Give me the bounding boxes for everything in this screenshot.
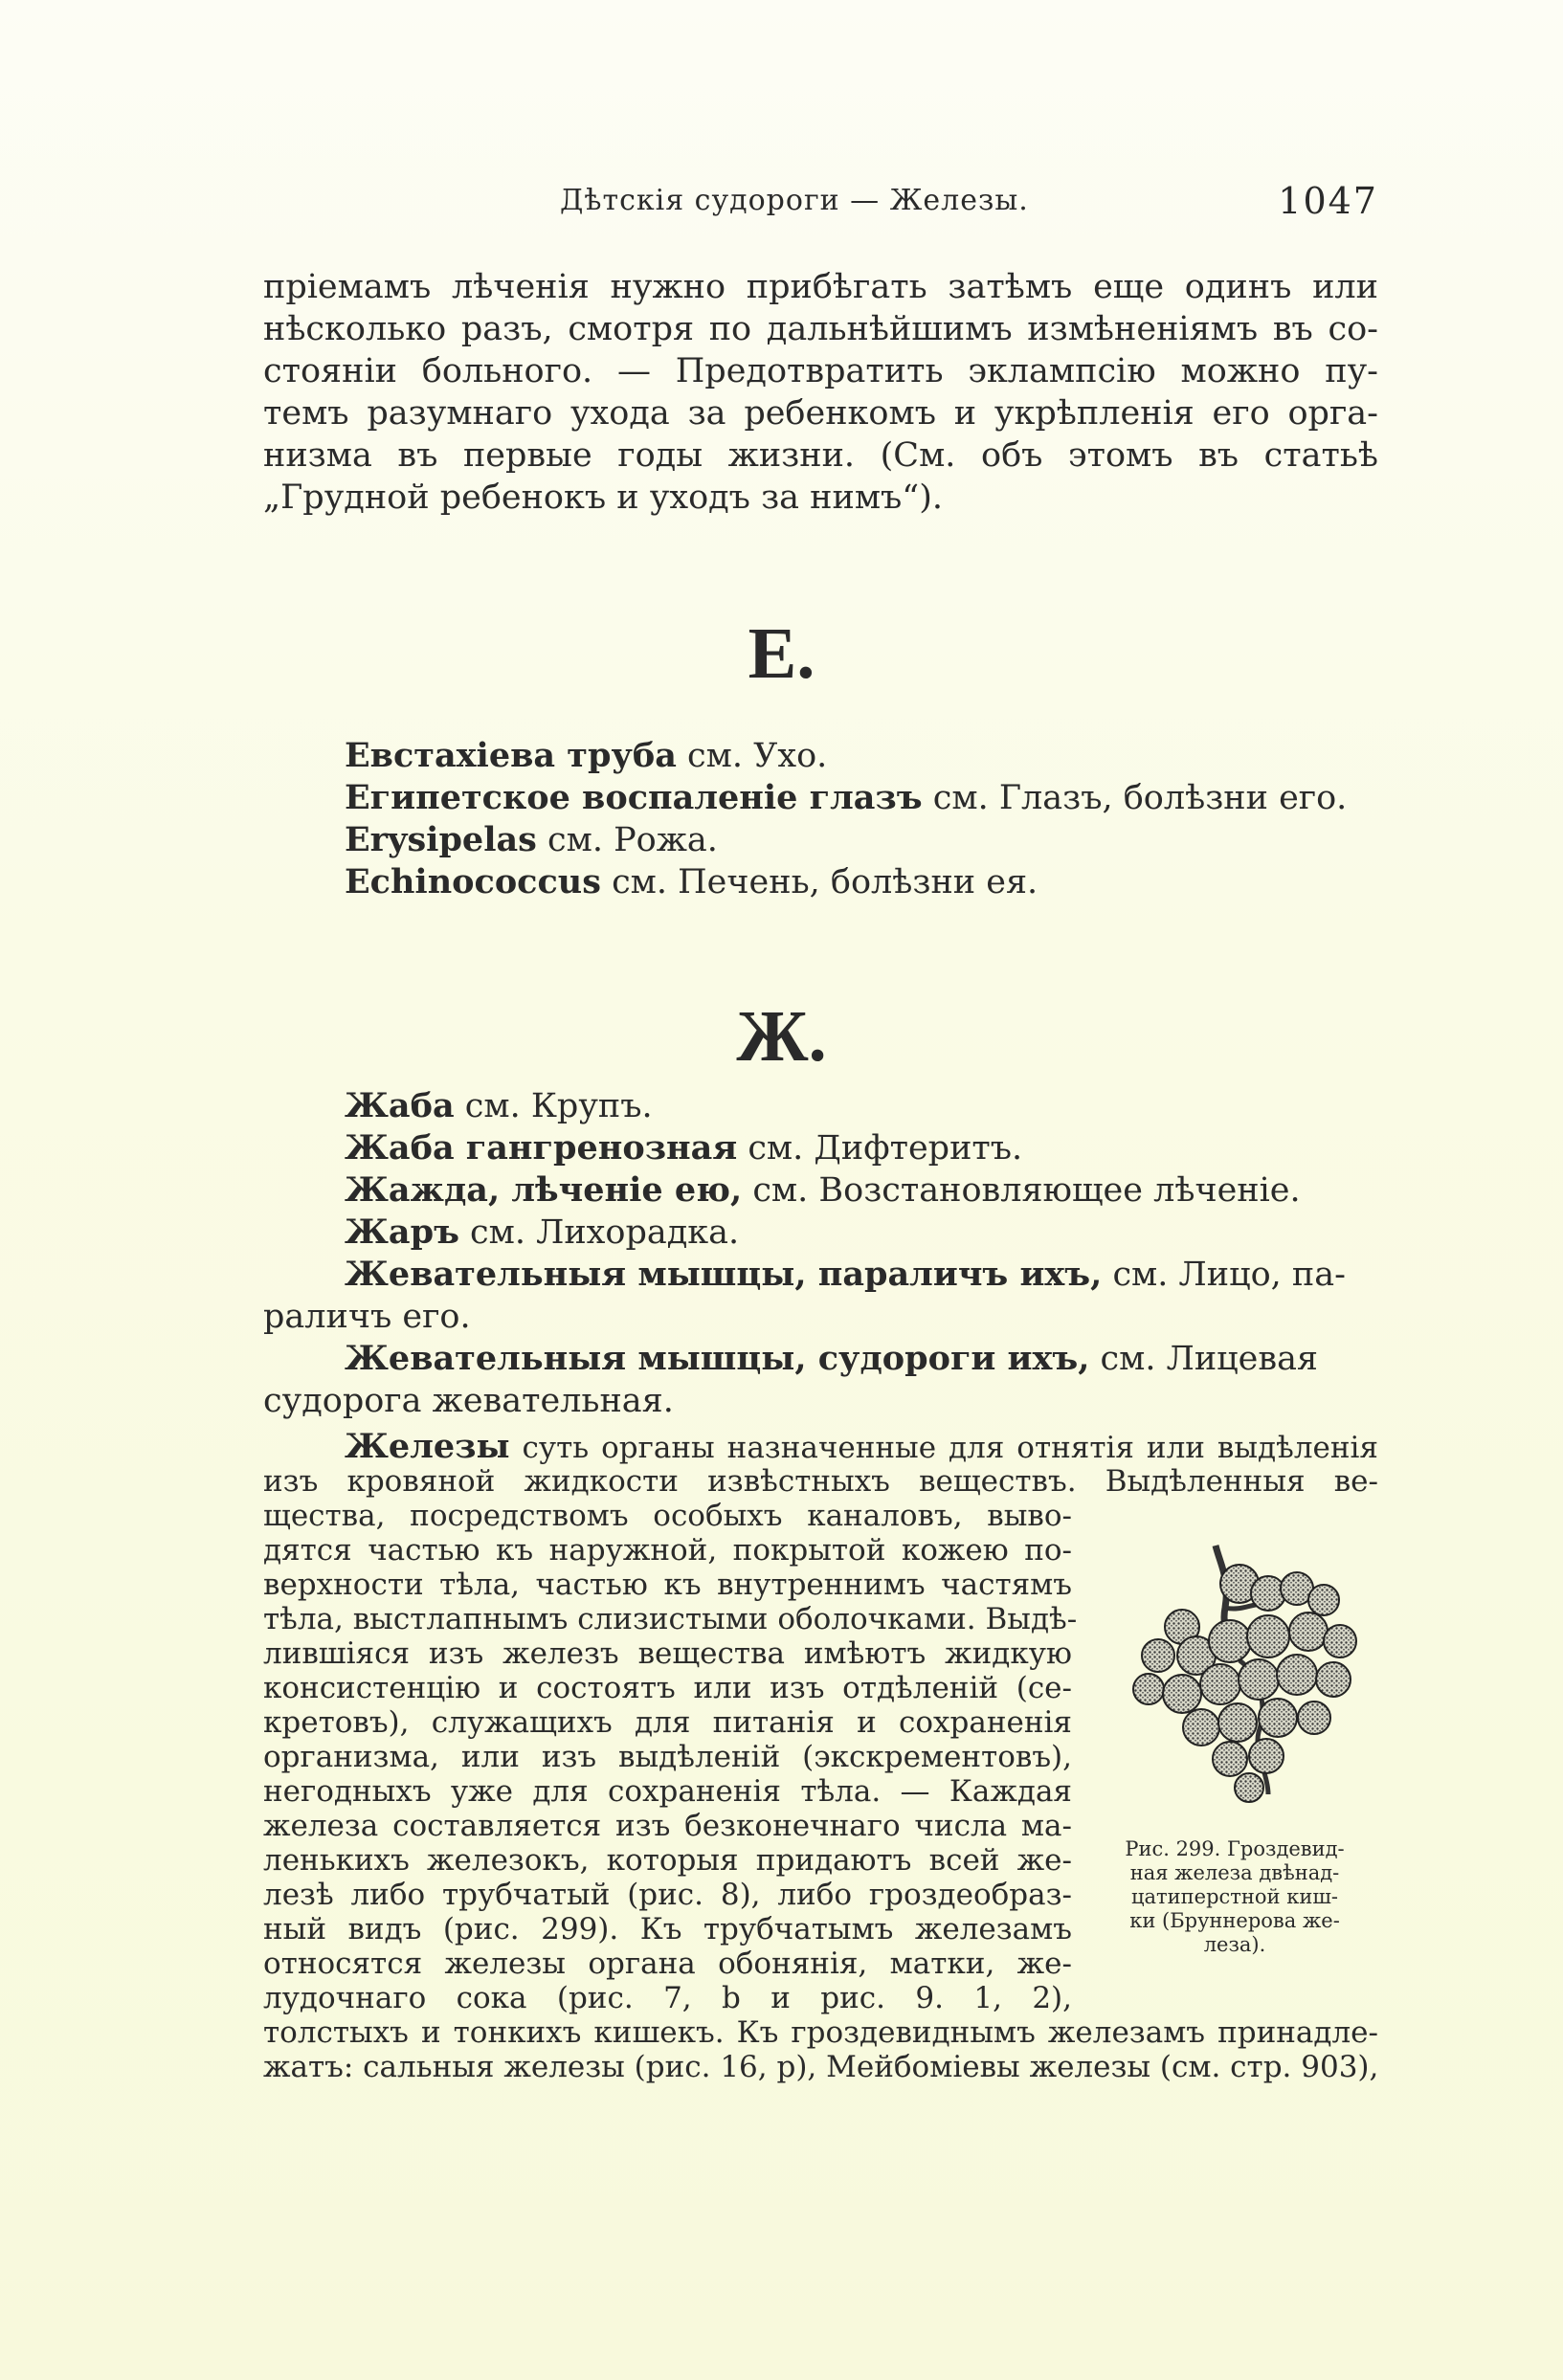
section-zh-entries bbox=[263, 1085, 1378, 1422]
entry-term: Жажда, лѣченіе ею, bbox=[345, 1170, 743, 1210]
text-line: „Грудной ребенокъ и уходъ за нимъ“). bbox=[263, 478, 943, 517]
caption-line: цатиперстной киш- bbox=[1131, 1885, 1338, 1908]
entry-term: Echinococcus bbox=[345, 862, 601, 901]
entry-reference: см. Возстановляющее лѣченіе. bbox=[742, 1171, 1301, 1210]
entry-reference: см. Лихорадка. bbox=[458, 1213, 740, 1252]
text-line: дятся частью къ наружной, покрытой кожею по- bbox=[263, 1533, 1072, 1568]
text-line: лившіяся изъ железъ вещества имѣютъ жидкую bbox=[263, 1636, 1072, 1671]
text-line: Железы суть органы назначенные для отнятія или выдѣленія bbox=[345, 1427, 1378, 1466]
gland-illustration bbox=[1125, 1541, 1378, 1809]
text-line: низма въ первые годы жизни. (См. объ этомъ въ статьѣ bbox=[263, 436, 1378, 475]
caption-line: ная железа двѣнад- bbox=[1129, 1861, 1340, 1884]
text-line: кретовъ), служащихъ для питанія и сохраненія bbox=[263, 1705, 1072, 1740]
entry-reference: судорога жевательная. bbox=[263, 1382, 674, 1420]
text-line: негодныхъ уже для сохраненія тѣла. — Каждая bbox=[263, 1774, 1072, 1809]
entry-reference: см. Печень, болѣзни ея. bbox=[600, 863, 1038, 901]
text-line: стояніи больного. — Предотвратить эклампсію можно пу- bbox=[263, 352, 1378, 390]
section-heading-e: Е. bbox=[748, 613, 815, 694]
index-entry bbox=[345, 777, 1378, 819]
index-entry bbox=[345, 861, 1378, 903]
text-line: ленькихъ железокъ, которыя придаютъ всей же- bbox=[263, 1843, 1072, 1878]
index-entry-continuation bbox=[263, 1380, 1378, 1422]
index-entry bbox=[345, 735, 1378, 777]
text-line: нѣсколько разъ, смотря по дальнѣйшимъ измѣненіямъ въ со- bbox=[263, 310, 1378, 348]
entry-term: Erysipelas bbox=[345, 820, 537, 859]
index-entry bbox=[345, 1127, 1378, 1169]
page-header bbox=[268, 180, 1378, 228]
text-line: тѣла, выстлапнымъ слизистыми оболочками. Выдѣ- bbox=[263, 1602, 1078, 1636]
text-line: изъ кровяной жидкости извѣстныхъ веществъ. Выдѣленныя ве- bbox=[263, 1464, 1378, 1499]
text-line: относятся железы органа обонянія, матки, же- bbox=[263, 1946, 1072, 1981]
text-line: ный видъ (рис. 299). Къ трубчатымъ железамъ bbox=[263, 1912, 1072, 1946]
section-e-entries bbox=[345, 735, 1378, 903]
caption-line: леза). bbox=[1203, 1933, 1266, 1956]
entry-term: Жаръ bbox=[345, 1212, 459, 1252]
entry-term: Евстахіева труба bbox=[345, 736, 677, 775]
index-entry bbox=[345, 1212, 1378, 1254]
text-line: жатъ: сальныя железы (рис. 16, p), Мейбоміевы железы (см. стр. 903), bbox=[263, 2050, 1379, 2084]
entry-term: Жевательныя мышцы, параличъ ихъ, bbox=[345, 1255, 1103, 1294]
caption-line: Рис. 299. Гроздевид- bbox=[1125, 1837, 1345, 1860]
index-entry bbox=[345, 1338, 1378, 1380]
text-line: консистенцію и состоятъ или изъ отдѣленій (се- bbox=[263, 1671, 1072, 1705]
index-entry bbox=[345, 819, 1378, 861]
index-entry bbox=[345, 1254, 1378, 1296]
text-line: толстыхъ и тонкихъ кишекъ. Къ гроздевиднымъ железамъ принадле- bbox=[263, 2015, 1378, 2050]
text-line: темъ разумнаго ухода за ребенкомъ и укрѣпленія его орга- bbox=[263, 394, 1378, 433]
caption-line: ки (Бруннерова же- bbox=[1129, 1909, 1340, 1932]
gland-drawing bbox=[1125, 1541, 1378, 1809]
entry-reference: см. Лицевая bbox=[1089, 1340, 1319, 1378]
entry-term: Египетское воспаленіе глазъ bbox=[345, 778, 923, 817]
entry-reference: см. Рожа. bbox=[536, 821, 718, 859]
page-number: 1047 bbox=[1278, 180, 1378, 222]
entry-reference: см. Крупъ. bbox=[454, 1087, 653, 1125]
figure-caption bbox=[1086, 1837, 1383, 1957]
intro-paragraph bbox=[263, 266, 1378, 519]
entry-term: Жаба bbox=[345, 1086, 455, 1125]
running-head: Дѣтскія судороги — Железы. bbox=[560, 184, 1029, 217]
entry-reference: раличъ его. bbox=[263, 1298, 471, 1336]
text-line: щества, посредствомъ особыхъ каналовъ, выво- bbox=[263, 1499, 1072, 1533]
entry-term: Жаба гангренозная bbox=[345, 1128, 738, 1168]
index-entry bbox=[345, 1169, 1378, 1212]
section-heading-zh: Ж. bbox=[736, 996, 827, 1077]
entry-reference: см. Дифтеритъ. bbox=[737, 1129, 1023, 1168]
entry-reference: см. Глазъ, болѣзни его. bbox=[922, 779, 1348, 817]
article-term: Железы bbox=[345, 1427, 510, 1466]
text-line: верхности тѣла, частью къ внутреннимъ частямъ bbox=[263, 1568, 1072, 1602]
entry-reference: см. Лицо, па- bbox=[1102, 1256, 1346, 1294]
index-entry bbox=[345, 1085, 1378, 1127]
text-line: пріемамъ лѣченія нужно прибѣгать затѣмъ еще одинъ или bbox=[263, 268, 1378, 306]
entry-reference: см. Ухо. bbox=[676, 737, 828, 775]
text-line: лезѣ либо трубчатый (рис. 8), либо гроздеобраз- bbox=[263, 1878, 1072, 1912]
entry-term: Жевательныя мышцы, судороги ихъ, bbox=[345, 1339, 1090, 1378]
text-line: железа составляется изъ безконечнаго числа ма- bbox=[263, 1809, 1072, 1843]
text-line: организма, или изъ выдѣленій (экскрементовъ), bbox=[263, 1740, 1072, 1774]
index-entry-continuation bbox=[263, 1296, 1378, 1338]
text-line: лудочнаго сока (рис. 7, b и рис. 9. 1, 2), bbox=[263, 1981, 1072, 2015]
